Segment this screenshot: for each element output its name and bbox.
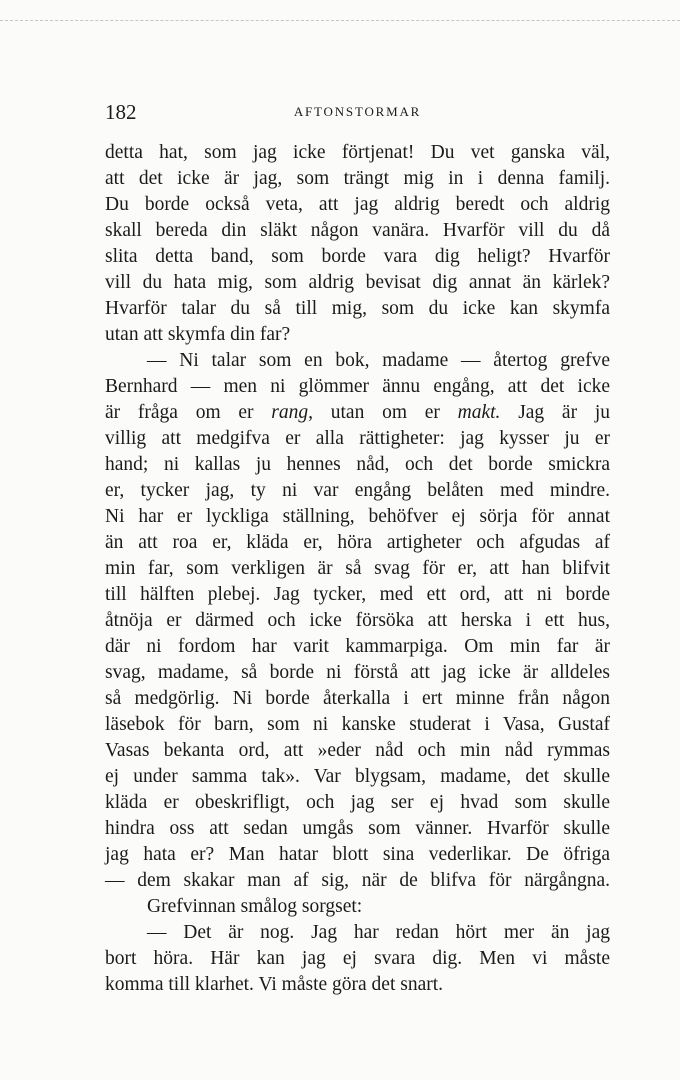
text-line-with-emphasis bbox=[105, 400, 610, 426]
paragraph-end-line: utan att skymfa din far? bbox=[105, 324, 291, 345]
dialogue-line: — Ni talar som en bok, madame — återtog grefve bbox=[147, 350, 610, 371]
body-text bbox=[105, 140, 610, 998]
text-line: där ni fordom har varit kammarpiga. Om min far är bbox=[105, 636, 610, 657]
text-line: så medgörlig. Ni borde återkalla i ert minne från någon bbox=[105, 688, 610, 709]
text-line: min far, som verkligen är så svag för er, att han blifvit bbox=[105, 558, 610, 579]
text-run: Jag är ju bbox=[500, 402, 611, 423]
paragraph-end-line: komma till klarhet. Vi måste göra det snart. bbox=[105, 974, 444, 995]
emphasis-makt: makt. bbox=[457, 402, 501, 423]
text-line: ej under samma tak». Var blygsam, madame, det skulle bbox=[105, 766, 610, 787]
text-line: svag, madame, så borde ni förstå att jag icke är alldeles bbox=[105, 662, 610, 683]
text-line: vill du hata mig, som aldrig bevisat dig annat än kärlek? bbox=[105, 272, 610, 293]
text-line: hindra oss att sedan umgås som vänner. Hvarför skulle bbox=[105, 818, 610, 839]
text-line: er, tycker jag, ty ni var engång belåten med mindre. bbox=[105, 480, 610, 501]
running-title: AFTONSTORMAR bbox=[293, 104, 422, 119]
running-head bbox=[105, 100, 610, 124]
text-line: villig att medgifva er alla rättigheter: jag kysser ju er bbox=[105, 428, 610, 449]
page-number: 182 bbox=[105, 100, 137, 124]
text-line: Bernhard — men ni glömmer ännu engång, att det icke bbox=[105, 376, 610, 397]
narration-line: Grefvinnan smålog sorgset: bbox=[147, 896, 363, 917]
text-line: Vasas bekanta ord, att »eder nåd och min nåd rymmas bbox=[105, 740, 610, 761]
scan-edge-rule bbox=[0, 20, 680, 21]
text-line: till hälften plebej. Jag tycker, med ett ord, att ni borde bbox=[105, 584, 610, 605]
text-line: läsebok för barn, som ni kanske studerat i Vasa, Gustaf bbox=[105, 714, 610, 735]
text-line: skall bereda din släkt någon vanära. Hvarför vill du då bbox=[105, 220, 610, 241]
text-line: — dem skakar man af sig, när de blifva för närgångna. bbox=[105, 870, 610, 891]
text-run: är fråga om er bbox=[105, 402, 272, 423]
text-line: kläda er obeskrifligt, och jag ser ej hvad som skulle bbox=[105, 792, 610, 813]
text-line: åtnöja er därmed och icke försöka att herska i ett hus, bbox=[105, 610, 610, 631]
emphasis-rang: rang, bbox=[271, 402, 313, 423]
text-line: Ni har er lyckliga ställning, behöfver ej sörja för annat bbox=[105, 506, 610, 527]
text-line: hand; ni kallas ju hennes nåd, och det borde smickra bbox=[105, 454, 610, 475]
text-line: än att roa er, kläda er, höra artigheter och afgudas af bbox=[105, 532, 610, 553]
text-line: Du borde också veta, att jag aldrig beredt och aldrig bbox=[105, 194, 610, 215]
dialogue-line: — Det är nog. Jag har redan hört mer än jag bbox=[147, 922, 610, 943]
text-line: detta hat, som jag icke förtjenat! Du vet ganska väl, bbox=[105, 142, 610, 163]
text-line: att det icke är jag, som trängt mig in i denna familj. bbox=[105, 168, 610, 189]
text-line: bort höra. Här kan jag ej svara dig. Men vi måste bbox=[105, 948, 610, 969]
text-line: Hvarför talar du så till mig, som du icke kan skymfa bbox=[105, 298, 610, 319]
text-line: jag hata er? Man hatar blott sina vederlikar. De öfriga bbox=[105, 844, 610, 865]
text-line: slita detta band, som borde vara dig heligt? Hvarför bbox=[105, 246, 610, 267]
text-run: utan om er bbox=[313, 402, 458, 423]
